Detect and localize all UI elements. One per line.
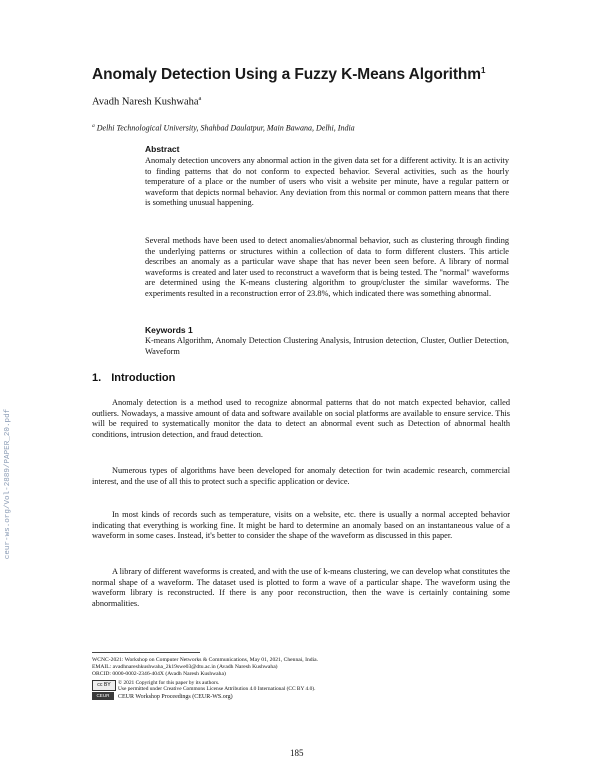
page-number: 185 <box>290 748 304 758</box>
section-title: Introduction <box>111 372 176 384</box>
abstract-paragraph-1: Anomaly detection uncovers any abnormal action in the given data set for a different activity. It is an activity to finding patterns that do not conform to expected behavior. Several activities, such as the hourly temperature of a place or the number of users who visit a website per minute, have a regular pattern or waveform that depicts normal behavior. Any deviation from this normal or common pattern means that there is something unusual happening. <box>145 156 509 208</box>
cc-by-license-icon: cc BY <box>92 680 116 691</box>
author-line <box>92 95 201 108</box>
footnote-email: EMAIL: avadhnareshkushwaha_2k19swe03@dtu.ac.in (Avadh Naresh Kushwaha) <box>92 664 278 670</box>
keywords-text: K-means Algorithm, Anomaly Detection Clustering Analysis, Intrusion detection, Cluster, Outlier Detection, Waveform <box>145 336 509 356</box>
footnote-rule <box>92 652 200 653</box>
author-sup: a <box>198 95 202 102</box>
footnote-copyright: © 2021 Copyright for this paper by its authors. <box>118 680 220 686</box>
section-heading-introduction <box>92 372 175 384</box>
affiliation-sup: a <box>92 123 95 129</box>
footnote-license: Use permitted under Creative Commons License Attribution 4.0 International (CC BY 4.0). <box>118 686 316 692</box>
ceur-logo-icon: CEUR <box>92 692 114 700</box>
section-number: 1. <box>92 372 102 384</box>
affiliation-line <box>92 123 355 133</box>
title-text: Anomaly Detection Using a Fuzzy K-Means Algorithm <box>92 66 481 84</box>
title-sup: 1 <box>480 66 486 75</box>
intro-paragraph-2: Numerous types of algorithms have been developed for anomaly detection for twin academic research, commercial interest, and the use of all this to protect such a specific application or device. <box>92 466 510 486</box>
keywords-heading-text: Keywords <box>145 325 186 335</box>
abstract-heading: Abstract <box>145 144 180 154</box>
affiliation-text: Delhi Technological University, Shahbad Daulatpur, Main Bawana, Delhi, India <box>96 123 355 133</box>
footnote-proceedings: CEUR Workshop Proceedings (CEUR-WS.org) <box>118 694 233 700</box>
side-url-stamp: ceur-ws.org/Vol-2889/PAPER_20.pdf <box>4 408 12 560</box>
paper-title <box>92 66 485 84</box>
keywords-heading <box>145 325 193 335</box>
author-name: Avadh Naresh Kushwaha <box>92 96 199 108</box>
intro-paragraph-4: A library of different waveforms is created, and with the use of k-means clustering, we can develop what constitutes the normal shape of a waveform. The dataset used is plotted to form a wave of a particular shape. The waveform using the waveform library is reconstructed. If there is any poor reconstruction, then the wave is certainly containing some abnormalities. <box>92 567 510 608</box>
intro-paragraph-3: In most kinds of records such as temperature, visits on a website, etc. there is usually a normal accepted behavior indicating that everything is working fine. It might be hard to determine an anomaly based on an instantaneous value of a waveform in some cases. Instead, it's better to consider the shape of the waveform as discussed in this paper. <box>92 510 510 541</box>
abstract-paragraph-2: Several methods have been used to detect anomalies/abnormal behavior, such as clustering through finding the underlying patterns or structures within a collection of data to form different clusters. This article describes an anomaly as a particular wave shape that has never been seen before. A library of normal waveforms is created and later used to reconstruct a waveform that is being tested. The "normal" waveforms are determined using the K-means clustering algorithm to group/cluster the similar waveforms. The experiments resulted in a reconstruction error of 23.8%, which indicated there was something abnormal. <box>145 236 509 298</box>
footnote-conference: WCNC-2021: Workshop on Computer Networks & Communications, May 01, 2021, Chennai, India. <box>92 657 318 663</box>
footnote-orcid: ORCID: 0000-0002-2346-404X (Avadh Naresh Kushwaha) <box>92 671 226 677</box>
intro-paragraph-1: Anomaly detection is a method used to recognize abnormal patterns that do not match expected behavior, called outliers. Nowadays, a massive amount of data and software available on social platforms are available to ensure service. This will be required to systematically monitor the data to detect an abnormal event such as Detection of abnormal health conditions, intrusion detection, and fraud detection. <box>92 398 510 439</box>
keywords-heading-sup: 1 <box>188 325 193 335</box>
